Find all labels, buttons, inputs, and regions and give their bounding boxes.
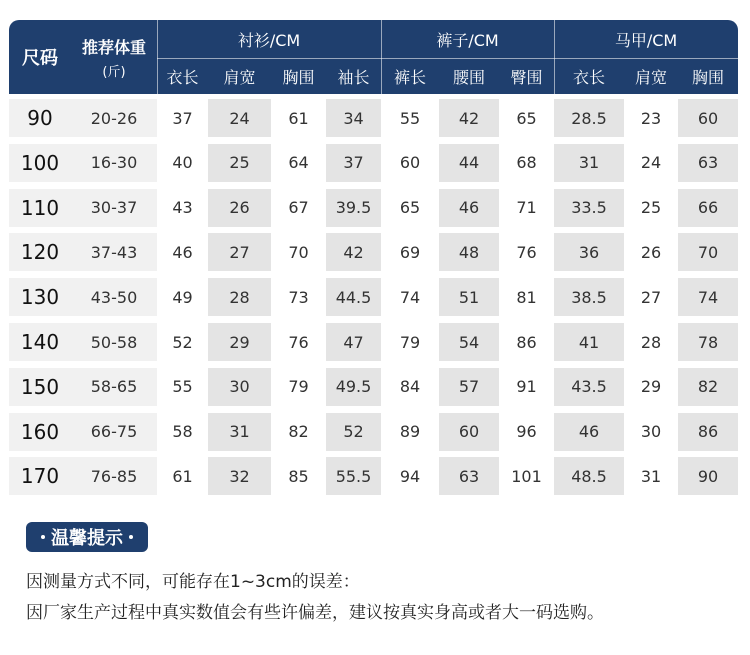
measure-cell: 37 — [326, 144, 381, 182]
tip-badge — [26, 522, 148, 552]
measure-cell: 84 — [399, 377, 421, 397]
measure-cell: 86 — [516, 332, 537, 352]
weight-cell: 37-43 — [71, 233, 157, 271]
measure-cell: 60 — [678, 99, 738, 137]
measure-cell: 46 — [172, 242, 193, 262]
size-cell: 100 — [9, 144, 71, 182]
measure-cell: 52 — [326, 413, 381, 451]
measure-cell: 76 — [516, 242, 537, 262]
bullet-dot — [129, 535, 133, 539]
measure-cell: 33.5 — [554, 189, 624, 227]
table-row — [9, 233, 738, 271]
measure-cell: 47 — [326, 323, 381, 361]
measure-cell: 65 — [516, 108, 537, 128]
measure-cell: 65 — [399, 198, 421, 218]
measure-cell: 24 — [640, 153, 662, 173]
measure-cell: 78 — [678, 323, 738, 361]
measure-cell: 67 — [288, 198, 309, 218]
measure-cell: 42 — [439, 99, 499, 137]
measure-cell: 49 — [172, 287, 193, 307]
size-cell: 170 — [9, 457, 71, 495]
size-cell: 160 — [9, 413, 71, 451]
measure-cell: 74 — [678, 278, 738, 316]
measure-cell: 73 — [288, 287, 309, 307]
measure-cell: 70 — [678, 233, 738, 271]
measure-cell: 60 — [439, 413, 499, 451]
col-header: 衣长 — [166, 68, 199, 87]
measure-cell: 46 — [554, 413, 624, 451]
pants-group-header: 裤子/CM — [436, 30, 499, 50]
measure-cell: 81 — [516, 287, 537, 307]
measure-cell: 25 — [640, 198, 662, 218]
measure-cell: 79 — [399, 332, 421, 352]
measure-cell: 31 — [640, 466, 662, 486]
measure-cell: 64 — [288, 153, 309, 173]
measure-cell: 30 — [208, 368, 271, 406]
tip-line-1: 因测量方式不同，可能存在1~3cm的误差： — [26, 572, 360, 592]
measure-cell: 101 — [511, 466, 542, 486]
measure-cell: 26 — [640, 242, 662, 262]
measure-cell: 24 — [208, 99, 271, 137]
measure-cell: 70 — [288, 242, 309, 262]
shirt-group-header: 衬衫/CM — [237, 30, 301, 50]
measure-cell: 94 — [399, 466, 421, 486]
measure-cell: 49.5 — [326, 368, 381, 406]
col-header: 胸围 — [282, 68, 315, 87]
measure-cell: 31 — [554, 144, 624, 182]
weight-cell: 66-75 — [71, 413, 157, 451]
measure-cell: 90 — [678, 457, 738, 495]
measure-cell: 39.5 — [326, 189, 381, 227]
size-header: 尺码 — [22, 48, 58, 69]
col-header: 肩宽 — [223, 68, 256, 87]
measure-cell: 89 — [399, 422, 421, 442]
table-row — [9, 144, 738, 182]
col-header: 臀围 — [510, 68, 543, 87]
measure-cell: 29 — [640, 377, 662, 397]
weight-cell: 58-65 — [71, 368, 157, 406]
size-cell: 110 — [9, 189, 71, 227]
measure-cell: 48.5 — [554, 457, 624, 495]
col-header: 胸围 — [691, 68, 724, 87]
measure-cell: 55.5 — [326, 457, 381, 495]
size-cell: 90 — [9, 99, 71, 137]
measure-cell: 26 — [208, 189, 271, 227]
measure-cell: 55 — [172, 377, 193, 397]
table-row — [9, 189, 738, 227]
size-cell: 140 — [9, 323, 71, 361]
tip-line-2: 因厂家生产过程中真实数值会有些许偏差，建议按真实身高或者大一码选购。 — [26, 603, 604, 623]
measure-cell: 38.5 — [554, 278, 624, 316]
measure-cell: 46 — [439, 189, 499, 227]
measure-cell: 74 — [399, 287, 421, 307]
weight-header-unit: (斤) — [102, 64, 126, 80]
weight-cell: 43-50 — [71, 278, 157, 316]
measure-cell: 43 — [172, 198, 193, 218]
measure-cell: 63 — [439, 457, 499, 495]
table-row — [9, 99, 738, 137]
measure-cell: 68 — [516, 153, 537, 173]
measure-cell: 60 — [399, 153, 421, 173]
measure-cell: 54 — [439, 323, 499, 361]
measure-cell: 36 — [554, 233, 624, 271]
measure-cell: 28.5 — [554, 99, 624, 137]
table-row — [9, 278, 738, 316]
measure-cell: 48 — [439, 233, 499, 271]
measure-cell: 61 — [288, 108, 309, 128]
table-header — [9, 20, 738, 94]
measure-cell: 69 — [399, 242, 421, 262]
measure-cell: 76 — [288, 332, 309, 352]
measure-cell: 43.5 — [554, 368, 624, 406]
col-header: 腰围 — [452, 68, 485, 87]
measure-cell: 91 — [516, 377, 537, 397]
weight-cell: 16-30 — [71, 144, 157, 182]
measure-cell: 44 — [439, 144, 499, 182]
weight-cell: 50-58 — [71, 323, 157, 361]
measure-cell: 82 — [678, 368, 738, 406]
measure-cell: 28 — [640, 332, 662, 352]
measure-cell: 82 — [288, 422, 309, 442]
measure-cell: 51 — [439, 278, 499, 316]
table-row — [9, 323, 738, 361]
table-row — [9, 413, 738, 451]
measure-cell: 40 — [172, 153, 193, 173]
measure-cell: 57 — [439, 368, 499, 406]
measure-cell: 23 — [640, 108, 662, 128]
size-cell: 150 — [9, 368, 71, 406]
weight-cell: 30-37 — [71, 189, 157, 227]
col-header: 袖长 — [337, 68, 370, 87]
measure-cell: 58 — [172, 422, 193, 442]
measure-cell: 85 — [288, 466, 309, 486]
col-header: 肩宽 — [634, 68, 667, 87]
col-header: 裤长 — [393, 68, 426, 87]
measure-cell: 34 — [326, 99, 381, 137]
vest-group-header: 马甲/CM — [614, 30, 678, 50]
measure-cell: 28 — [208, 278, 271, 316]
measure-cell: 63 — [678, 144, 738, 182]
measure-cell: 61 — [172, 466, 193, 486]
measure-cell: 66 — [678, 189, 738, 227]
measure-cell: 32 — [208, 457, 271, 495]
measure-cell: 37 — [172, 108, 193, 128]
measure-cell: 29 — [208, 323, 271, 361]
bullet-dot — [41, 535, 45, 539]
measure-cell: 71 — [516, 198, 537, 218]
measure-cell: 30 — [640, 422, 662, 442]
measure-cell: 44.5 — [326, 278, 381, 316]
measure-cell: 27 — [208, 233, 271, 271]
measure-cell: 86 — [678, 413, 738, 451]
table-row — [9, 457, 738, 495]
measure-cell: 55 — [399, 108, 421, 128]
measure-cell: 79 — [288, 377, 309, 397]
measure-cell: 25 — [208, 144, 271, 182]
weight-header — [71, 20, 157, 94]
table-row — [9, 368, 738, 406]
measure-cell: 41 — [554, 323, 624, 361]
measure-cell: 52 — [172, 332, 193, 352]
size-cell: 120 — [9, 233, 71, 271]
measure-cell: 42 — [326, 233, 381, 271]
tip-label: 温馨提示 — [51, 528, 123, 549]
weight-header-label: 推荐体重 — [81, 37, 146, 57]
col-header: 衣长 — [572, 68, 605, 87]
size-cell: 130 — [9, 278, 71, 316]
weight-cell: 20-26 — [71, 99, 157, 137]
measure-cell: 27 — [640, 287, 662, 307]
measure-cell: 96 — [516, 422, 537, 442]
measure-cell: 31 — [208, 413, 271, 451]
weight-cell: 76-85 — [71, 457, 157, 495]
